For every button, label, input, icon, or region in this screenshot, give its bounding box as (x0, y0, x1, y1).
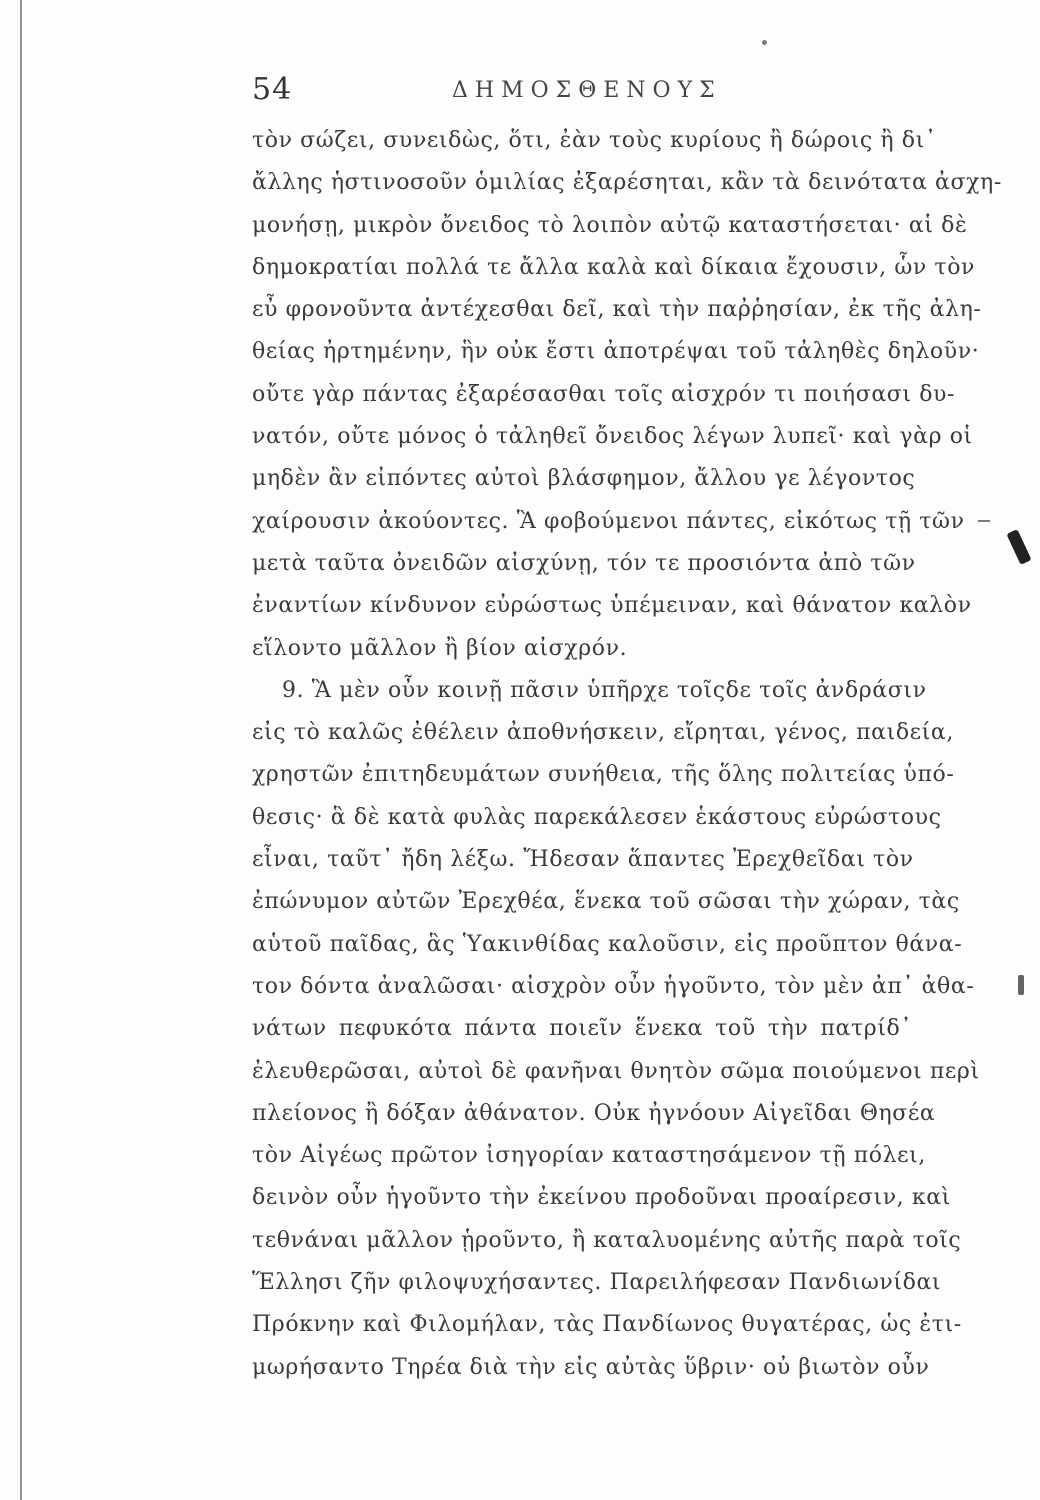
text-line: εἰς τὸ καλῶς ἐθέλειν ἀποθνήσκειν, εἴρηται, γένος, παιδεία, (252, 720, 954, 746)
ink-dash (978, 520, 990, 522)
text-line: θείας ἠρτημένην, ἣν οὐκ ἔστι ἀποτρέψαι τοῦ τἀληθὲς δηλοῦν· (252, 339, 980, 365)
text-line: μηδὲν ἂν εἰπόντες αὐτοὶ βλάσφημον, ἄλλου γε λέγοντος (252, 466, 916, 492)
text-line: δεινὸν οὖν ἡγοῦντο τὴν ἐκείνου προδοῦναι προαίρεσιν, καὶ (252, 1185, 951, 1211)
text-line: μετὰ ταῦτα ὀνειδῶν αἰσχύνῃ, τόν τε προσιόντα ἀπὸ τῶν (252, 550, 916, 576)
running-head: ΔΗΜΟΣΘΕΝΟΥΣ (452, 78, 722, 103)
text-line: ἄλλης ἡστινοσοῦν ὁμιλίας ἐξαρέσηται, κἂν τὰ δεινότατα ἀσχη- (252, 170, 1002, 196)
ink-blot (1006, 529, 1031, 565)
body-text (252, 120, 1002, 1389)
ink-blot-small (1018, 975, 1024, 995)
text-line: εὖ φρονοῦντα ἀντέχεσθαι δεῖ, καὶ τὴν παῤῥησίαν, ἐκ τῆς ἀλη- (252, 297, 982, 323)
text-line: εἶναι, ταῦτ᾽ ἤδη λέξω. Ἤδεσαν ἅπαντες Ἐρεχθεῖδαι τὸν (252, 847, 914, 873)
text-line: τεθνάναι μᾶλλον ᾑροῦντο, ἢ καταλυομένης αὐτῆς παρὰ τοῖς (252, 1227, 962, 1253)
text-line: νατόν, οὔτε μόνος ὁ τἀληθεῖ ὄνειδος λέγων λυπεῖ· καὶ γὰρ οἱ (252, 424, 973, 450)
text-line: θεσις· ἃ δὲ κατὰ φυλὰς παρεκάλεσεν ἑκάστους εὐρώστους (252, 804, 942, 830)
text-line: τὸν Αἰγέως πρῶτον ἰσηγορίαν καταστησάμενον τῇ πόλει, (252, 1143, 926, 1169)
text-line: πλείονος ἢ δόξαν ἀθάνατον. Οὐκ ἠγνόουν Αἰγεῖδαι Θησέα (252, 1100, 936, 1126)
text-line: δημοκρατίαι πολλά τε ἄλλα καλὰ καὶ δίκαια ἔχουσιν, ὧν τὸν (252, 254, 976, 280)
text-line: ἐλευθερῶσαι, αὐτοὶ δὲ φανῆναι θνητὸν σῶμα ποιούμενοι περὶ (252, 1058, 980, 1084)
text-line: νάτων πεφυκότα πάντα ποιεῖν ἕνεκα τοῦ τὴν πατρίδ᾽ (252, 1016, 912, 1042)
text-line: χρηστῶν ἐπιτηδευμάτων συνήθεια, τῆς ὅλης πολιτείας ὑπό- (252, 762, 955, 788)
text-line: μωρήσαντο Τηρέα διὰ τὴν εἰς αὐτὰς ὕβριν· οὐ βιωτὸν οὖν (252, 1354, 930, 1380)
text-line: Ἕλλησι ζῆν φιλοψυχήσαντες. Παρειλήφεσαν Πανδιωνίδαι (252, 1270, 942, 1296)
page-edge-rule (20, 0, 22, 1500)
text-line: χαίρουσιν ἀκούοντες. Ἃ φοβούμενοι πάντες, εἰκότως τῇ τῶν (252, 508, 965, 534)
text-line: οὔτε γὰρ πάντας ἐξαρέσασθαι τοῖς αἰσχρόν τι ποιήσασι δυ- (252, 381, 956, 407)
text-line: ἐναντίων κίνδυνον εὐρώστως ὑπέμειναν, καὶ θάνατον καλὸν (252, 593, 972, 619)
text-line: Πρόκνην καὶ Φιλομήλαν, τὰς Πανδίωνος θυγατέρας, ὡς ἐτι- (252, 1312, 962, 1338)
text-line: μονήσῃ, μικρὸν ὄνειδος τὸ λοιπὸν αὐτῷ καταστήσεται· αἱ δὲ (252, 212, 968, 238)
page-header (252, 68, 912, 112)
text-line: εἵλοντο μᾶλλον ἢ βίον αἰσχρόν. (252, 635, 628, 661)
text-line: αὑτοῦ παῖδας, ἃς Ὑακινθίδας καλοῦσιν, εἰς προῦπτον θάνα- (252, 931, 963, 957)
page-number: 54 (252, 72, 293, 107)
text-line: τὸν σώζει, συνειδὼς, ὅτι, ἐὰν τοὺς κυρίους ἢ δώροις ἢ δι᾽ (252, 128, 937, 153)
paragraph-start-line: 9. Ἃ μὲν οὖν κοινῇ πᾶσιν ὑπῆρχε τοῖςδε τοῖς ἀνδράσιν (282, 677, 927, 703)
ink-speck (762, 40, 767, 45)
text-line: τον δόντα ἀναλῶσαι· αἰσχρὸν οὖν ἡγοῦντο, τὸν μὲν ἀπ᾽ ἀθα- (252, 973, 975, 999)
text-line: ἐπώνυμον αὐτῶν Ἐρεχθέα, ἕνεκα τοῦ σῶσαι τὴν χώραν, τὰς (252, 889, 960, 915)
